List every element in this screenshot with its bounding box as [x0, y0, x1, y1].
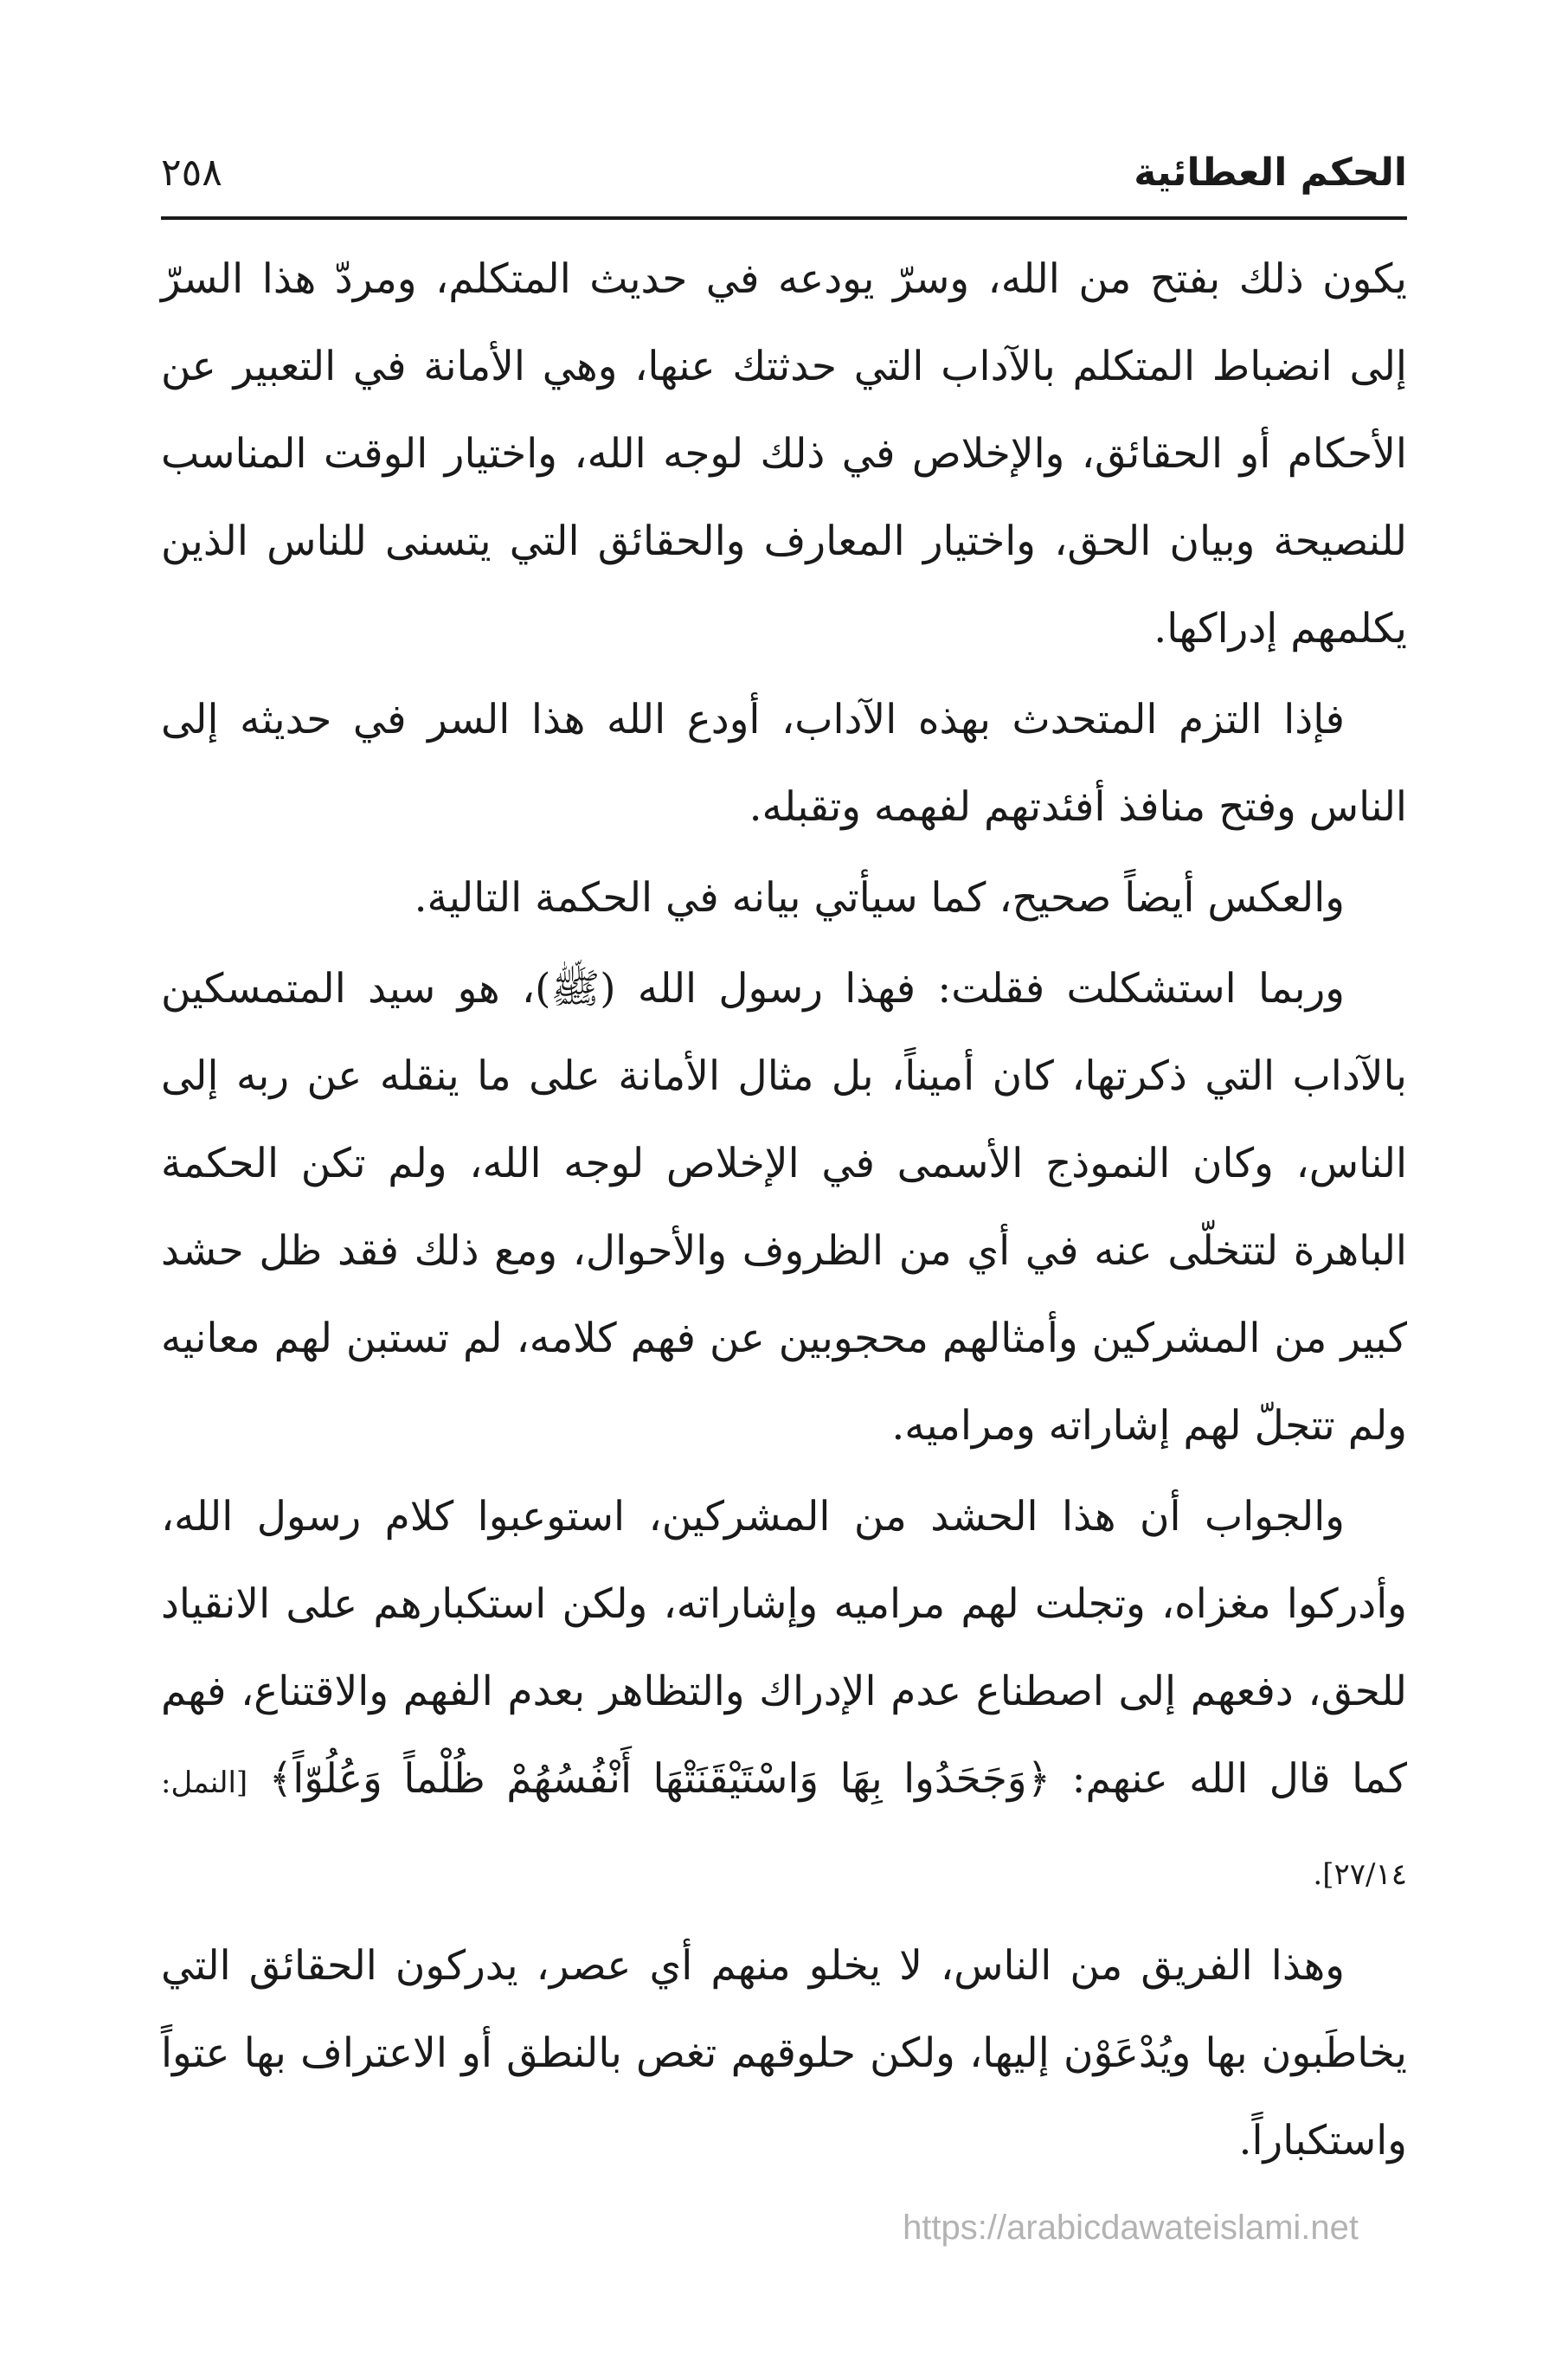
paragraph	[161, 854, 1407, 942]
watermark-url: https://arabicdawateislami.net	[903, 2209, 1359, 2247]
running-title: الحكم العطائية	[1134, 151, 1407, 195]
paragraph	[161, 1922, 1407, 2184]
page-number: ٢٥٨	[161, 151, 222, 195]
page-header	[161, 145, 1407, 201]
paragraph-text: وربما استشكلت فقلت: فهذا رسول الله (ﷺ)، هو سيد المتمسكين بالآداب التي ذكرتها، كان أميناً، بل مثال الأمانة على ما ينقله عن ربه إلى الناس، وكان النموذج الأسمى في الإخلاص لوجه الله، ولم تكن الحكمة الباهرة لتتخلّى عنه في أي من الظروف والأحوال، ومع ذلك فقد ظل حشد كبير من المشركين وأمثالهم محجوبين عن فهم كلامه، لم تستبن لهم معانيه ولم تتجلّ لهم إشاراته ومراميه.	[161, 965, 1407, 1450]
text-body	[161, 235, 1407, 2188]
paragraph-text: والعكس أيضاً صحيح، كما سيأتي بيانه في الحكمة التالية.	[414, 874, 1345, 922]
paragraph-text: وهذا الفريق من الناس، لا يخلو منهم أي عصر، يدركون الحقائق التي يخاطَبون بها ويُدْعَوْن إليها، ولكن حلوقهم تغص بالنطق أو الاعتراف بها عتواً واستكباراً.	[161, 1942, 1407, 2164]
header-divider	[161, 216, 1407, 220]
paragraph-text: فإذا التزم المتحدث بهذه الآداب، أودع الله هذا السر في حديثه إلى الناس وفتح منافذ أفئدتهم لفهمه وتقبله.	[161, 696, 1407, 831]
paragraph	[161, 235, 1407, 672]
paragraph-text: والجواب أن هذا الحشد من المشركين، استوعبوا كلام رسول الله، وأدركوا مغزاه، وتجلت لهم مراميه وإشاراته، ولكن استكبارهم على الانقياد للحق، دفعهم إلى اصطناع عدم الإدراك والتظاهر بعدم الفهم والاقتناع، فهم كما قال الله عنهم: ﴿وَجَحَدُوا بِهَا وَاسْتَيْقَنَتْهَا أَنْفُسُهُمْ ظُلْماً وَعُلُوّاً﴾	[161, 1493, 1407, 1803]
paragraph	[161, 676, 1407, 851]
paragraph	[161, 1473, 1407, 1919]
quran-citation: [النمل: ٢٧/١٤].	[161, 1766, 1407, 1892]
paragraph-text: يكون ذلك بفتح من الله، وسرّ يودعه في حديث المتكلم، ومردّ هذا السرّ إلى انضباط المتكلم بالآداب التي حدثتك عنها، وهي الأمانة في التعبير عن الأحكام أو الحقائق، والإخلاص في ذلك لوجه الله، واختيار الوقت المناسب للنصيحة وبيان الحق، واختيار المعارف والحقائق التي يتسنى للناس الذين يكلمهم إدراكها.	[161, 255, 1407, 653]
paragraph	[161, 945, 1407, 1470]
